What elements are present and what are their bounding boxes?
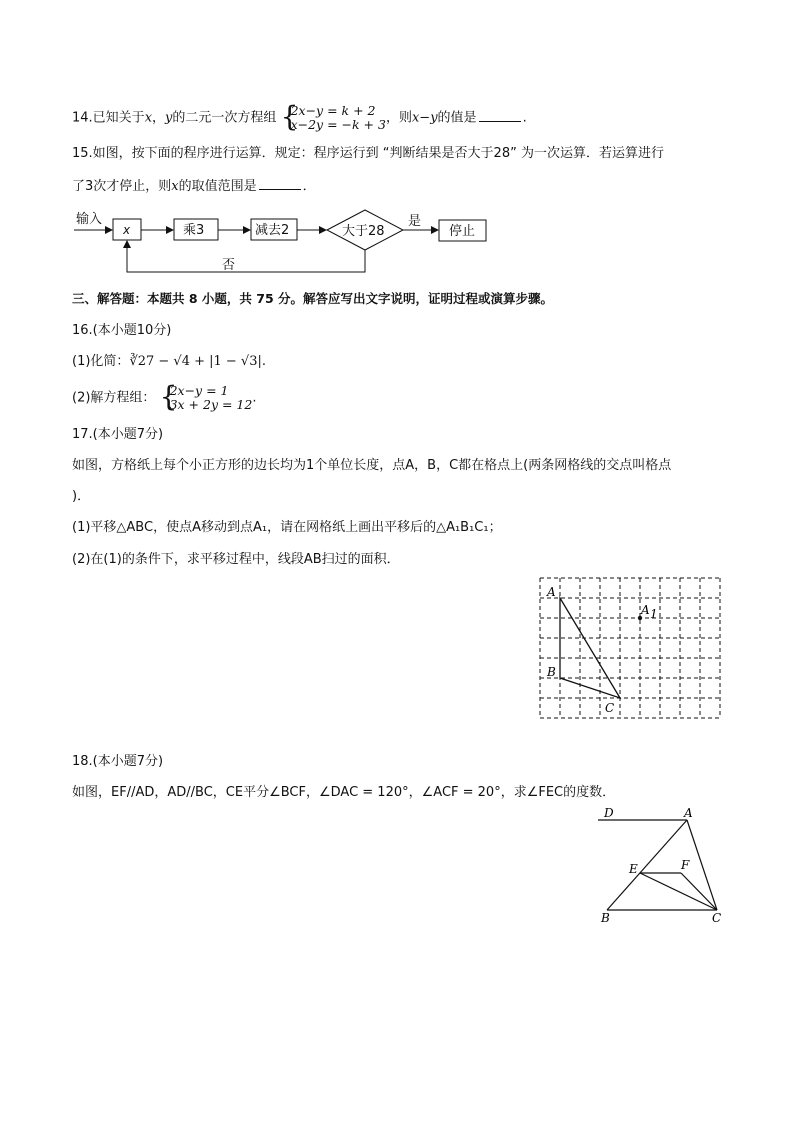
q17-line1: 如图，方格纸上每个小正方形的边长均为1个单位长度，点A，B，C都在格点上(两条网格线的交点叫格点 — [72, 458, 672, 473]
q16-part1: (1)化简：∛27 − √4 + |1 − √3|. — [72, 354, 266, 369]
label-c: C — [712, 911, 722, 925]
q15-answer-blank[interactable] — [259, 175, 301, 190]
q15-line2: 了3次才停止，则x的取值范围是 ． — [72, 175, 316, 197]
flow-mult-text: 乘3 — [183, 223, 205, 238]
section-3-header: 三、解答题：本题共 8 小题，共 75 分。解答应写出文字说明，证明过程或演算步骤。 — [72, 291, 554, 306]
q18-line1: 如图，EF//AD，AD//BC，CE平分∠BCF，∠DAC = 120°，∠ACF = 20°，求∠FEC的度数． — [72, 785, 616, 800]
grid-lines — [540, 578, 720, 718]
label-a: A — [547, 585, 556, 599]
segment-ec — [640, 873, 717, 910]
flow-yes-label: 是 — [408, 214, 422, 229]
label-f: F — [681, 858, 690, 872]
q14-answer-blank[interactable] — [479, 107, 521, 122]
segment-ac — [687, 820, 717, 910]
flow-no-label: 否 — [222, 258, 236, 273]
q17-line2: )． — [72, 489, 91, 504]
flow-stop-text: 停止 — [449, 224, 476, 239]
q16-part2: (2)解方程组： { 2x−y = 1 3x + 2y = 12 . — [72, 380, 257, 413]
flow-condition-text: 大于28 — [342, 224, 385, 239]
segment-fc — [681, 873, 717, 910]
q15-flowchart — [72, 205, 502, 280]
label-e: E — [629, 862, 638, 876]
q17-grid-figure — [536, 574, 726, 722]
q14-text: 14.已知关于x，y的二元一次方程组 { 2x−y = k + 2 x−2y = −k + 3 ，则x−y的值是 . — [72, 100, 527, 133]
q18-header: 18.(本小题7分) — [72, 754, 164, 769]
label-b: B — [601, 911, 610, 925]
triangle-abc — [560, 598, 620, 698]
q14-equation-system: { 2x−y = k + 2 x−2y = −k + 3 — [280, 100, 386, 133]
flow-input-label: 输入 — [76, 212, 103, 227]
label-d: D — [604, 806, 614, 820]
flow-sub-text: 减去2 — [255, 223, 290, 238]
flow-loop-line — [127, 241, 365, 272]
label-a1-subscript: 1 — [650, 607, 658, 621]
q15-line1: 15.如图，按下面的程序进行运算．规定：程序运行到 “判断结果是否大于28” 为一次运算．若运算进行 — [72, 146, 664, 161]
q17-header: 17.(本小题7分) — [72, 427, 164, 442]
segment-ab — [607, 820, 687, 910]
label-a1: A — [641, 603, 650, 617]
label-a: A — [684, 806, 693, 820]
q16-header: 16.(本小题10分) — [72, 323, 172, 338]
q17-part2: (2)在(1)的条件下，求平移过程中，线段AB扫过的面积． — [72, 552, 400, 567]
q18-geometry-figure — [594, 805, 730, 927]
flow-x-text: x — [123, 223, 131, 237]
q17-part1: (1)平移△ABC，使点A移动到点A₁，请在网格纸上画出平移后的△A₁B₁C₁； — [72, 520, 502, 535]
label-b: B — [547, 665, 556, 679]
label-c: C — [605, 701, 615, 715]
q16-equation-system: { 2x−y = 1 3x + 2y = 12 — [159, 380, 253, 413]
